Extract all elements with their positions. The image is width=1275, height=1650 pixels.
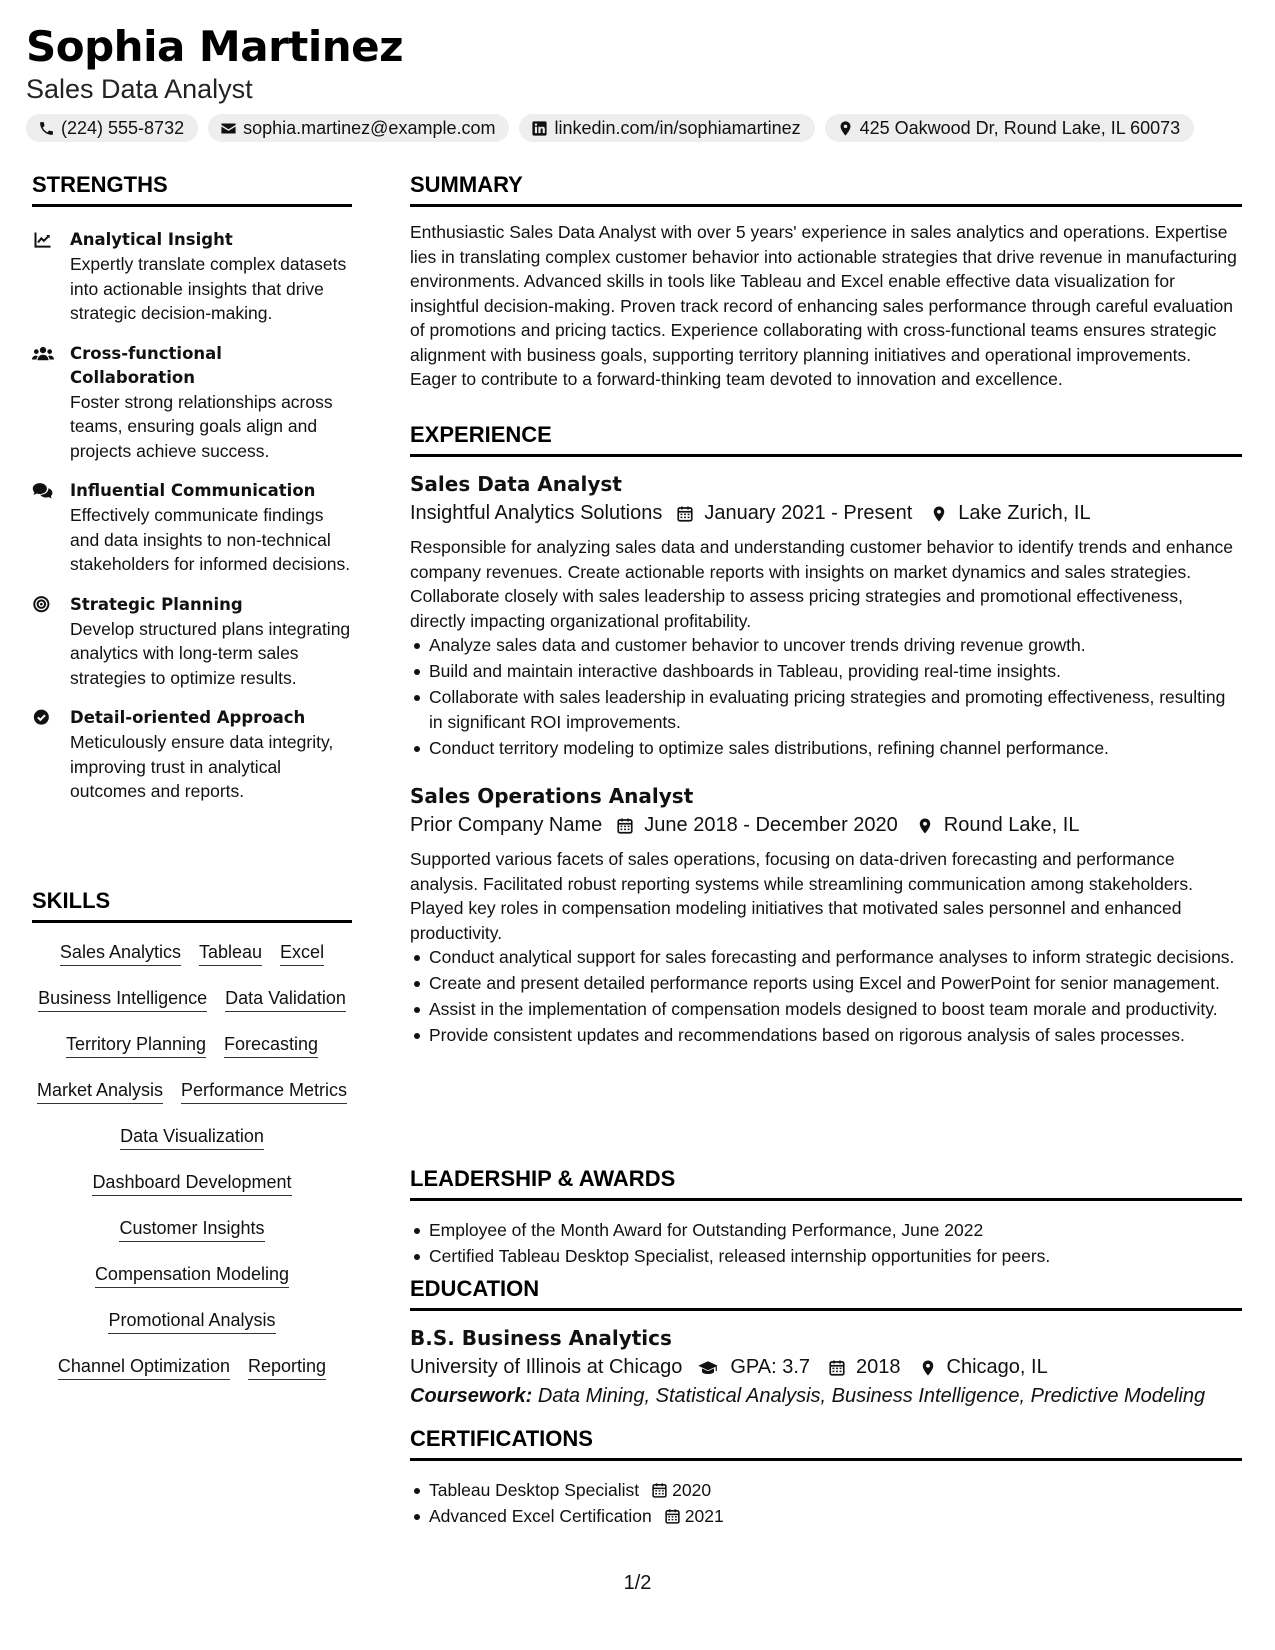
graduation-year: 2018 [856,1356,901,1378]
strength-title: Detail-oriented Approach [70,708,306,727]
phone-icon [38,120,55,137]
skill-tag: Dashboard Development [92,1170,291,1196]
skill-tag: Compensation Modeling [95,1262,289,1288]
job-location: Round Lake, IL [943,814,1080,836]
experience-heading: EXPERIENCE [410,422,1242,457]
strength-item [32,228,352,326]
skill-tag: Forecasting [224,1032,318,1058]
school-name: University of Illinois at Chicago [410,1356,683,1378]
skill-tag: Channel Optimization [58,1354,230,1380]
job-description: Responsible for analyzing sales data and understanding customer behavior to identify trends and enhance company revenues. Create actionable reports with insights on market dynamics and sales strategies. Collaborate closely with sales leadership to assess pricing strategies and promotional effectiveness, directly impacting organizational profitability. [410,537,1234,631]
users-icon [32,344,54,364]
contact-address-text: 425 Oakwood Dr, Round Lake, IL 60073 [859,117,1181,138]
certifications-list [410,1478,1242,1530]
job-bullets [410,945,1242,1048]
certification-item [410,1504,1242,1529]
candidate-title: Sales Data Analyst [26,74,253,104]
strength-item [32,593,352,691]
strength-title: Strategic Planning [70,594,243,614]
job-bullets [410,633,1242,760]
calendar-icon [828,1359,846,1377]
certification-name: Tableau Desktop Specialist [429,1480,640,1500]
summary-heading: SUMMARY [410,172,1242,207]
job-bullet: Provide consistent updates and recommendations based on rigorous analysis of sales processes. [410,1023,1242,1048]
skill-tag: Customer Insights [119,1216,264,1242]
contact-phone[interactable] [26,114,198,142]
job-description: Supported various facets of sales operations, focusing on data-driven forecasting and performance analysis. Facilitated robust reporting systems while streamlining communication among stakeholders. Played key roles in compensation modeling initiatives that motivated sales personnel and enhanced productivity. [410,849,1193,943]
leadership-list [410,1218,1242,1270]
strength-title: Cross-functional Collaboration [70,343,222,387]
education-entry [410,1326,1242,1408]
contact-linkedin[interactable] [519,114,814,142]
job-bullet: Collaborate with sales leadership in evaluating pricing strategies and promoting effectiveness, resulting in significant ROI improvements. [410,685,1242,734]
skill-tag: Reporting [248,1354,326,1380]
certification-year: 2021 [684,1506,724,1526]
job-bullet: Create and present detailed performance reports using Excel and PowerPoint for senior management. [410,971,1242,996]
job-bullet: Conduct territory modeling to optimize sales distributions, refining channel performance. [410,736,1242,761]
candidate-name: Sophia Martinez [26,22,404,71]
job-bullet: Conduct analytical support for sales forecasting and performance analyses to inform strategic decisions. [410,945,1242,970]
job-meta [410,502,1242,525]
calendar-icon [676,505,694,523]
skill-tag: Tableau [199,940,262,966]
comments-icon [32,481,54,501]
education-meta [410,1356,1242,1379]
job-bullet: Assist in the implementation of compensation models designed to boost team morale and productivity. [410,997,1242,1022]
skill-tag: Performance Metrics [181,1078,347,1104]
calendar-icon [664,1508,681,1525]
job-bullet: Analyze sales data and customer behavior to uncover trends driving revenue growth. [410,633,1242,658]
calendar-icon [651,1482,668,1499]
job-title: Sales Operations Analyst [410,784,694,808]
strength-item [32,342,352,464]
leadership-heading: LEADERSHIP & AWARDS [410,1166,1242,1201]
skill-tag: Sales Analytics [60,940,181,966]
certifications-heading: CERTIFICATIONS [410,1426,1242,1461]
contact-email-text: sophia.martinez@example.com [243,117,496,138]
job-company: Prior Company Name [410,814,603,836]
leadership-item: Certified Tableau Desktop Specialist, released internship opportunities for peers. [410,1244,1242,1269]
school-location: Chicago, IL [946,1356,1048,1378]
skills-heading: SKILLS [32,888,352,923]
strengths-heading: STRENGTHS [32,172,352,207]
map-pin-icon [930,505,948,523]
summary-text: Enthusiastic Sales Data Analyst with over 5 years' experience in sales analytics and operations. Expertise lies in translating complex customer behavior into actionable strategies that drive revenue in manufacturing environments. Advanced skills in tools like Tableau and Excel enable effective data visualization for insightful decision-making. Proven track record of enhancing sales performance through careful evaluation of promotions and pricing tactics. Experience collaborating with cross-functional teams ensures strategic alignment with business goals, supporting territory planning initiatives and operational improvements. Eager to contribute to a forward-thinking team devoted to innovation and excellence. [410,222,1237,389]
job-entry [410,784,1242,1049]
job-title: Sales Data Analyst [410,472,622,496]
job-location: Lake Zurich, IL [958,502,1091,524]
job-entry [410,472,1242,762]
strength-description: Foster strong relationships across teams, ensuring goals align and projects achieve success. [70,391,333,461]
strength-description: Expertly translate complex datasets into actionable insights that drive strategic decision-making. [70,254,347,323]
target-icon [32,595,54,615]
envelope-icon [220,120,237,137]
strength-description: Develop structured plans integrating analytics with long-term sales strategies to optimize results. [70,618,351,688]
calendar-icon [616,817,634,835]
skill-tag: Data Visualization [120,1124,264,1150]
education-heading: EDUCATION [410,1276,1242,1311]
certification-year: 2020 [672,1480,712,1500]
skill-tag: Data Validation [225,986,346,1012]
strength-title: Influential Communication [70,481,316,500]
contact-phone-text: (224) 555-8732 [61,117,185,138]
coursework: Data Mining, Statistical Analysis, Business Intelligence, Predictive Modeling [537,1385,1206,1407]
gpa: GPA: 3.7 [730,1356,811,1378]
map-pin-icon [919,1359,937,1377]
linkedin-icon [531,120,548,137]
map-pin-icon [837,120,854,137]
certification-name: Advanced Excel Certification [429,1506,652,1526]
contact-linkedin-text: linkedin.com/in/sophiamartinez [554,117,801,138]
skill-tag: Excel [280,940,324,966]
contact-address [825,114,1195,142]
job-meta [410,814,1242,837]
graduation-cap-icon [696,1359,720,1377]
strength-item [32,479,352,577]
chart-line-icon [32,230,54,250]
skill-tag: Promotional Analysis [108,1308,275,1334]
leadership-item: Employee of the Month Award for Outstanding Performance, June 2022 [410,1218,1242,1243]
strength-description: Meticulously ensure data integrity, improving trust in analytical outcomes and reports. [70,732,334,801]
job-dates: January 2021 - Present [704,502,913,524]
coursework-line [410,1385,1242,1408]
skill-tag: Business Intelligence [38,986,207,1012]
strength-description: Effectively communicate findings and data insights to non-technical stakeholders for informed decisions. [70,505,351,574]
degree: B.S. Business Analytics [410,1326,672,1350]
contact-email[interactable] [208,114,509,142]
page-number: 1/2 [623,1572,652,1594]
job-dates: June 2018 - December 2020 [644,814,898,836]
skill-tag: Territory Planning [66,1032,206,1058]
job-company: Insightful Analytics Solutions [410,502,663,524]
check-circle-icon [32,708,54,728]
skill-tag: Market Analysis [37,1078,163,1104]
certification-item [410,1478,1242,1503]
contact-bar [26,114,1194,142]
job-bullet: Build and maintain interactive dashboards in Tableau, providing real-time insights. [410,659,1242,684]
strength-title: Analytical Insight [70,230,233,249]
strength-item [32,706,352,804]
map-pin-icon [916,817,934,835]
strengths-list [32,228,352,820]
coursework-label: Coursework: [410,1385,533,1407]
skills-list [32,940,352,1380]
